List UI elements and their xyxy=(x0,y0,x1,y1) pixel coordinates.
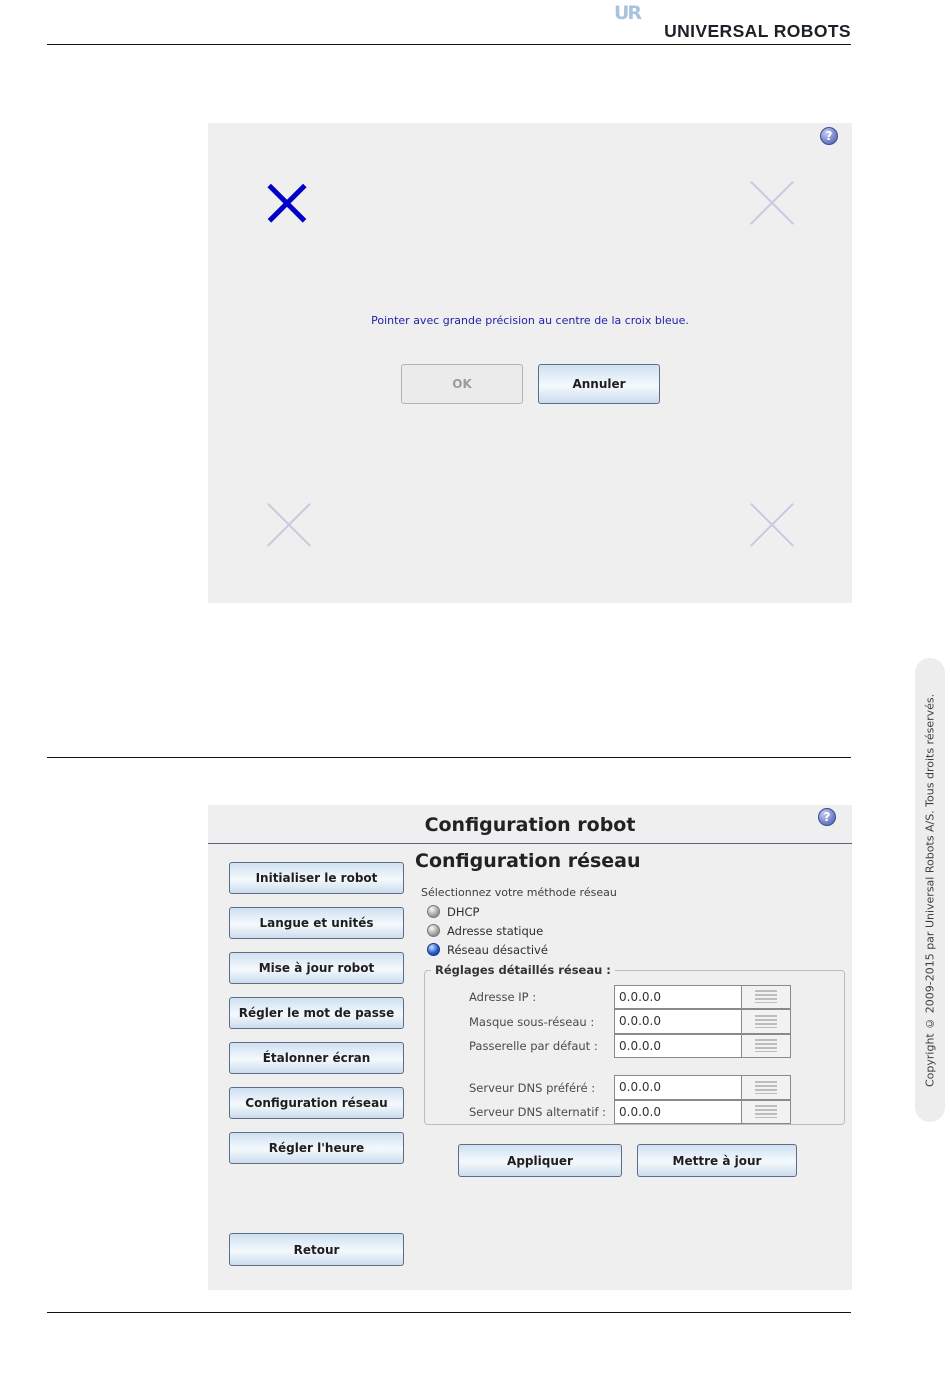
sidebar-item-update-robot[interactable]: Mise à jour robot xyxy=(229,952,404,984)
radio-label: Adresse statique xyxy=(447,923,544,938)
open-keypad-button[interactable] xyxy=(741,986,790,1009)
help-icon[interactable]: ? xyxy=(820,127,838,145)
sidebar-item-set-time[interactable]: Régler l'heure xyxy=(229,1132,404,1164)
back-button[interactable]: Retour xyxy=(229,1233,404,1266)
radio-option-dhcp[interactable] xyxy=(427,905,847,918)
robot-setup-screenshot xyxy=(208,805,852,1290)
preferred-dns-input[interactable] xyxy=(615,1076,741,1099)
fieldset-legend: Réglages détaillés réseau : xyxy=(431,963,615,977)
field-group xyxy=(614,1009,791,1034)
copyright-note: Copyright © 2009-2015 par Universal Robots A/S. Tous droits réservés. xyxy=(915,658,945,1122)
page-title: Configuration robot xyxy=(424,814,636,836)
network-method-label: Sélectionnez votre méthode réseau xyxy=(421,886,617,899)
field-row-preferred-dns xyxy=(469,1076,844,1101)
keypad-icon xyxy=(755,1039,777,1052)
radio-icon[interactable] xyxy=(427,905,440,918)
universal-robots-logo xyxy=(614,2,851,44)
inactive-cross-bottom-right-icon xyxy=(749,502,795,548)
alternative-dns-input[interactable] xyxy=(615,1101,741,1124)
radio-label: Réseau désactivé xyxy=(447,942,548,957)
field-label: Passerelle par défaut : xyxy=(469,1039,598,1054)
brand-name: UNIVERSAL ROBOTS xyxy=(664,21,851,41)
title-divider xyxy=(208,843,852,844)
sidebar-item-network-setup[interactable]: Configuration réseau xyxy=(229,1087,404,1119)
default-gateway-input[interactable] xyxy=(615,1035,741,1058)
sidebar-item-language-units[interactable]: Langue et unités xyxy=(229,907,404,939)
cancel-button[interactable]: Annuler xyxy=(538,364,660,404)
inactive-cross-top-right-icon xyxy=(749,180,795,226)
calibration-instruction: Pointer avec grande précision au centre de la croix bleue. xyxy=(371,314,689,327)
radio-selected-icon[interactable] xyxy=(427,943,440,956)
open-keypad-button[interactable] xyxy=(741,1035,790,1058)
field-group xyxy=(614,1100,791,1125)
ip-address-input[interactable] xyxy=(615,986,741,1009)
sidebar-item-calibrate-screen[interactable]: Étalonner écran xyxy=(229,1042,404,1074)
header-rule xyxy=(47,44,851,45)
keypad-icon xyxy=(755,990,777,1003)
update-button[interactable]: Mettre à jour xyxy=(637,1144,797,1177)
calibration-screenshot xyxy=(208,123,852,603)
ur-monogram-icon: UR xyxy=(614,2,641,24)
radio-option-static-address[interactable] xyxy=(427,924,847,937)
network-actions xyxy=(415,1144,847,1177)
calibration-target-cross-icon[interactable] xyxy=(268,184,306,222)
field-gap xyxy=(425,1059,844,1076)
radio-icon[interactable] xyxy=(427,924,440,937)
radio-option-network-disabled[interactable] xyxy=(427,943,847,956)
sidebar-item-set-password[interactable]: Régler le mot de passe xyxy=(229,997,404,1029)
network-setup-content xyxy=(415,850,847,1177)
field-group xyxy=(614,1034,791,1059)
section-rule xyxy=(47,757,851,758)
network-details-fieldset xyxy=(424,963,845,1125)
field-row-ip-address xyxy=(469,985,844,1010)
field-row-alternative-dns xyxy=(469,1100,844,1125)
keypad-icon xyxy=(755,1015,777,1028)
field-label: Adresse IP : xyxy=(469,990,537,1005)
inactive-cross-bottom-left-icon xyxy=(266,502,312,548)
field-row-default-gateway xyxy=(469,1034,844,1059)
footer-rule xyxy=(47,1312,851,1313)
help-icon[interactable]: ? xyxy=(818,808,836,826)
keypad-icon xyxy=(755,1081,777,1094)
field-label: Serveur DNS alternatif : xyxy=(469,1105,607,1120)
subnet-mask-input[interactable] xyxy=(615,1010,741,1033)
field-group xyxy=(614,1075,791,1100)
sidebar-item-initialize-robot[interactable]: Initialiser le robot xyxy=(229,862,404,894)
apply-button[interactable]: Appliquer xyxy=(458,1144,622,1177)
field-label: Masque sous-réseau : xyxy=(469,1014,595,1029)
open-keypad-button[interactable] xyxy=(741,1076,790,1099)
radio-label: DHCP xyxy=(447,904,480,919)
open-keypad-button[interactable] xyxy=(741,1101,790,1124)
ok-button[interactable]: OK xyxy=(401,364,523,404)
calibration-actions xyxy=(208,364,852,404)
open-keypad-button[interactable] xyxy=(741,1010,790,1033)
field-row-subnet-mask xyxy=(469,1010,844,1035)
field-group xyxy=(614,985,791,1010)
setup-sidebar xyxy=(229,862,404,1177)
section-heading: Configuration réseau xyxy=(415,850,641,872)
field-label: Serveur DNS préféré : xyxy=(469,1080,596,1095)
keypad-icon xyxy=(755,1105,777,1118)
